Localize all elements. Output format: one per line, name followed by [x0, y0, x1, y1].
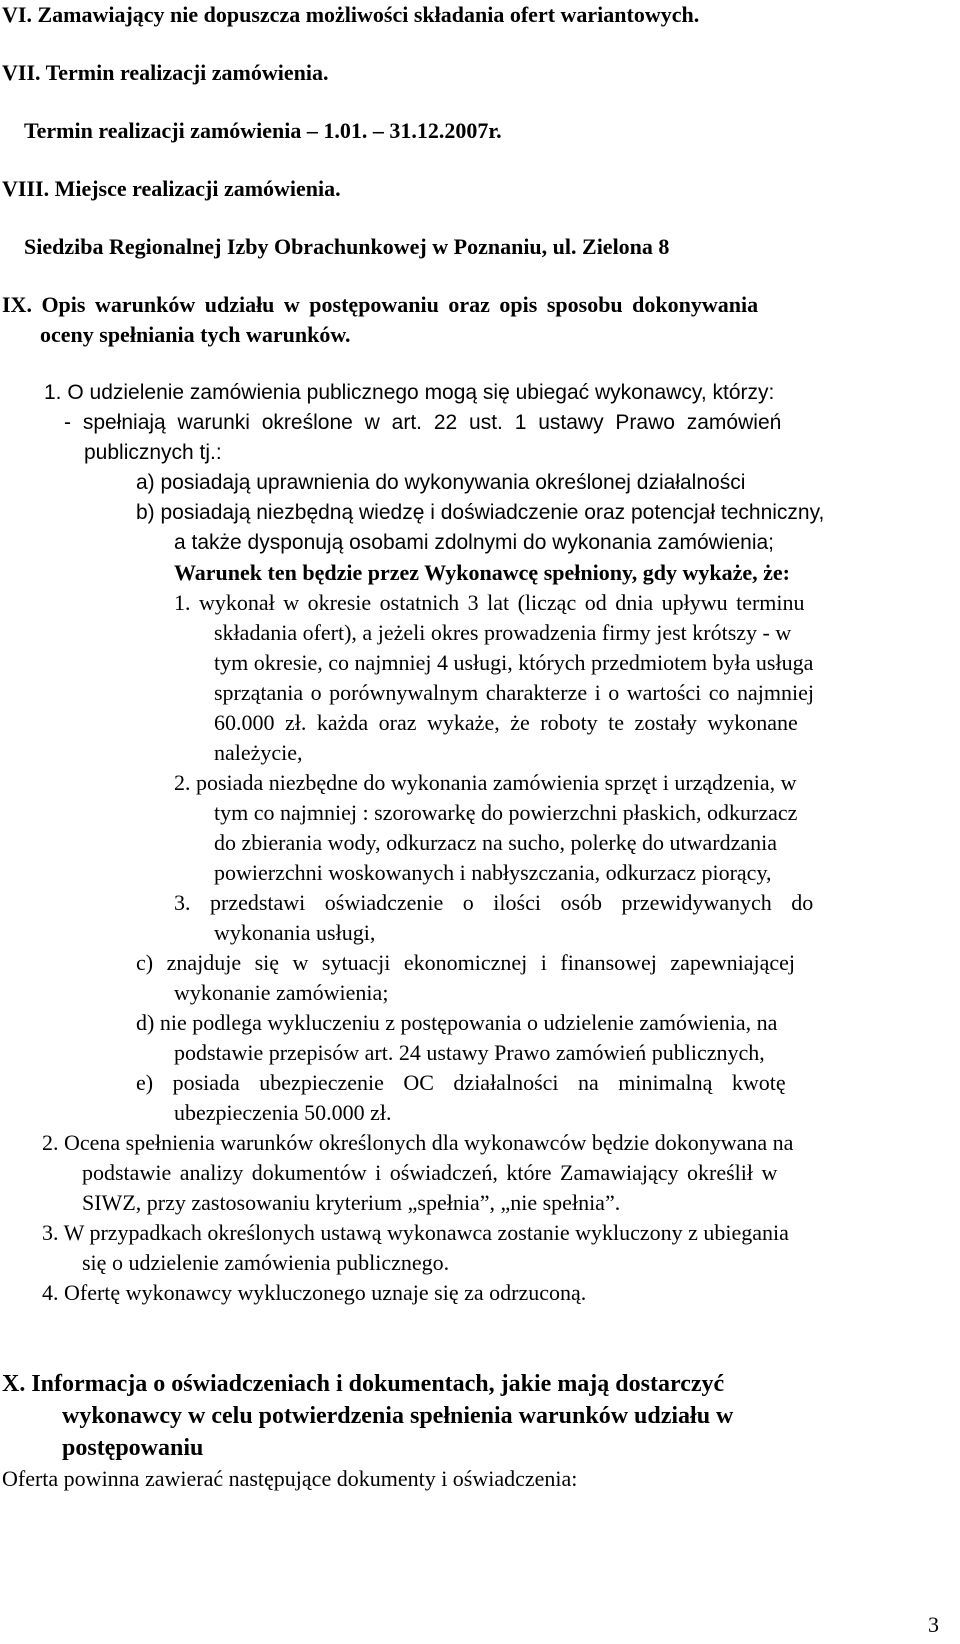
ix-item-e-line1: e) posiada ubezpieczenie OC działalności na minimalną kwotę [136, 1070, 786, 1095]
ix-p4: 4. Ofertę wykonawcy wykluczonego uznaje się za odrzuconą. [42, 1280, 587, 1305]
section-vii-text: Termin realizacji zamówienia – 1.01. – 31.12.2007r. [24, 118, 502, 143]
ix-p2-line3: SIWZ, przy zastosowaniu kryterium „spełnia”, „nie spełnia”. [82, 1190, 621, 1215]
section-viii-text: Siedziba Regionalnej Izby Obrachunkowej w Poznaniu, ul. Zielona 8 [24, 234, 670, 259]
ix-p3-line1: 3. W przypadkach określonych ustawą wykonawca zostanie wykluczony z ubiegania [42, 1220, 789, 1245]
ix-item-e-line2: ubezpieczenia 50.000 zł. [174, 1100, 392, 1125]
ix-item-c-line2: wykonanie zamówienia; [174, 980, 389, 1005]
ix-p3-line2: się o udzielenie zamówienia publicznego. [82, 1250, 450, 1275]
ix-c3-line2: wykonania usługi, [214, 920, 376, 945]
page-number: 3 [928, 1612, 939, 1637]
ix-item-d-line2: podstawie przepisów art. 24 ustawy Prawo zamówień publicznych, [174, 1040, 765, 1065]
ix-p1-line2: - spełniają warunki określone w art. 22 ust. 1 ustawy Prawo zamówień [64, 411, 782, 434]
ix-c1-line2: składania ofert), a jeżeli okres prowadzenia firmy jest krótszy - w [214, 620, 792, 645]
ix-p2-line2: podstawie analizy dokumentów i oświadczeń, które Zamawiający określił w [82, 1160, 778, 1185]
section-vii-heading: VII. Termin realizacji zamówienia. [2, 60, 329, 85]
ix-item-d-line1: d) nie podlega wykluczeniu z postępowania o udzielenie zamówienia, na [136, 1010, 778, 1035]
section-ix-heading: IX. Opis warunków udziału w postępowaniu oraz opis sposobu dokonywania [2, 292, 759, 317]
section-x-heading: X. Informacja o oświadczeniach i dokumentach, jakie mają dostarczyć [2, 1371, 725, 1397]
section-vi-heading: VI. Zamawiający nie dopuszcza możliwości składania ofert wariantowych. [2, 2, 700, 27]
ix-c1-line6: należycie, [214, 740, 303, 765]
ix-c2-line2: tym co najmniej : szorowarkę do powierzchni płaskich, odkurzacz [214, 800, 798, 825]
ix-c1-line5: 60.000 zł. każda oraz wykaże, że roboty te zostały wykonane [214, 710, 798, 735]
ix-p1-line3: publicznych tj.: [84, 441, 222, 464]
ix-condition: Warunek ten będzie przez Wykonawcę spełniony, gdy wykaże, że: [174, 560, 790, 585]
section-x-heading-cont2: postępowaniu [62, 1435, 204, 1461]
ix-item-a: a) posiadają uprawnienia do wykonywania określonej działalności [136, 471, 746, 494]
ix-c2-line4: powierzchni woskowanych i nabłyszczania, odkurzacz piorący, [214, 860, 772, 885]
section-ix-heading-cont: oceny spełniania tych warunków. [40, 322, 351, 347]
ix-c2-line3: do zbierania wody, odkurzacz na sucho, polerkę do utwardzania [214, 830, 778, 855]
ix-p1-line1: 1. O udzielenie zamówienia publicznego mogą się ubiegać wykonawcy, którzy: [44, 381, 775, 404]
ix-item-b-line2: a także dysponują osobami zdolnymi do wykonania zamówienia; [174, 531, 774, 554]
ix-item-c-line1: c) znajduje się w sytuacji ekonomicznej i finansowej zapewniającej [136, 950, 795, 975]
ix-item-b-line1: b) posiadają niezbędną wiedzę i doświadczenie oraz potencjał techniczny, [136, 501, 825, 524]
ix-c3-line1: 3. przedstawi oświadczenie o ilości osób przewidywanych do [174, 890, 814, 915]
section-x-heading-cont1: wykonawcy w celu potwierdzenia spełnienia warunków udziału w [62, 1403, 734, 1429]
ix-c1-line3: tym okresie, co najmniej 4 usługi, których przedmiotem była usługa [214, 650, 814, 675]
ix-c1-line1: 1. wykonał w okresie ostatnich 3 lat (licząc od dnia upływu terminu [174, 590, 805, 615]
section-viii-heading: VIII. Miejsce realizacji zamówienia. [2, 176, 341, 201]
section-x-text: Oferta powinna zawierać następujące dokumenty i oświadczenia: [2, 1466, 578, 1491]
ix-c2-line1: 2. posiada niezbędne do wykonania zamówienia sprzęt i urządzenia, w [174, 770, 797, 795]
ix-c1-line4: sprzątania o porównywalnym charakterze i o wartości co najmniej [214, 680, 814, 705]
ix-p2-line1: 2. Ocena spełnienia warunków określonych dla wykonawców będzie dokonywana na [42, 1130, 794, 1155]
